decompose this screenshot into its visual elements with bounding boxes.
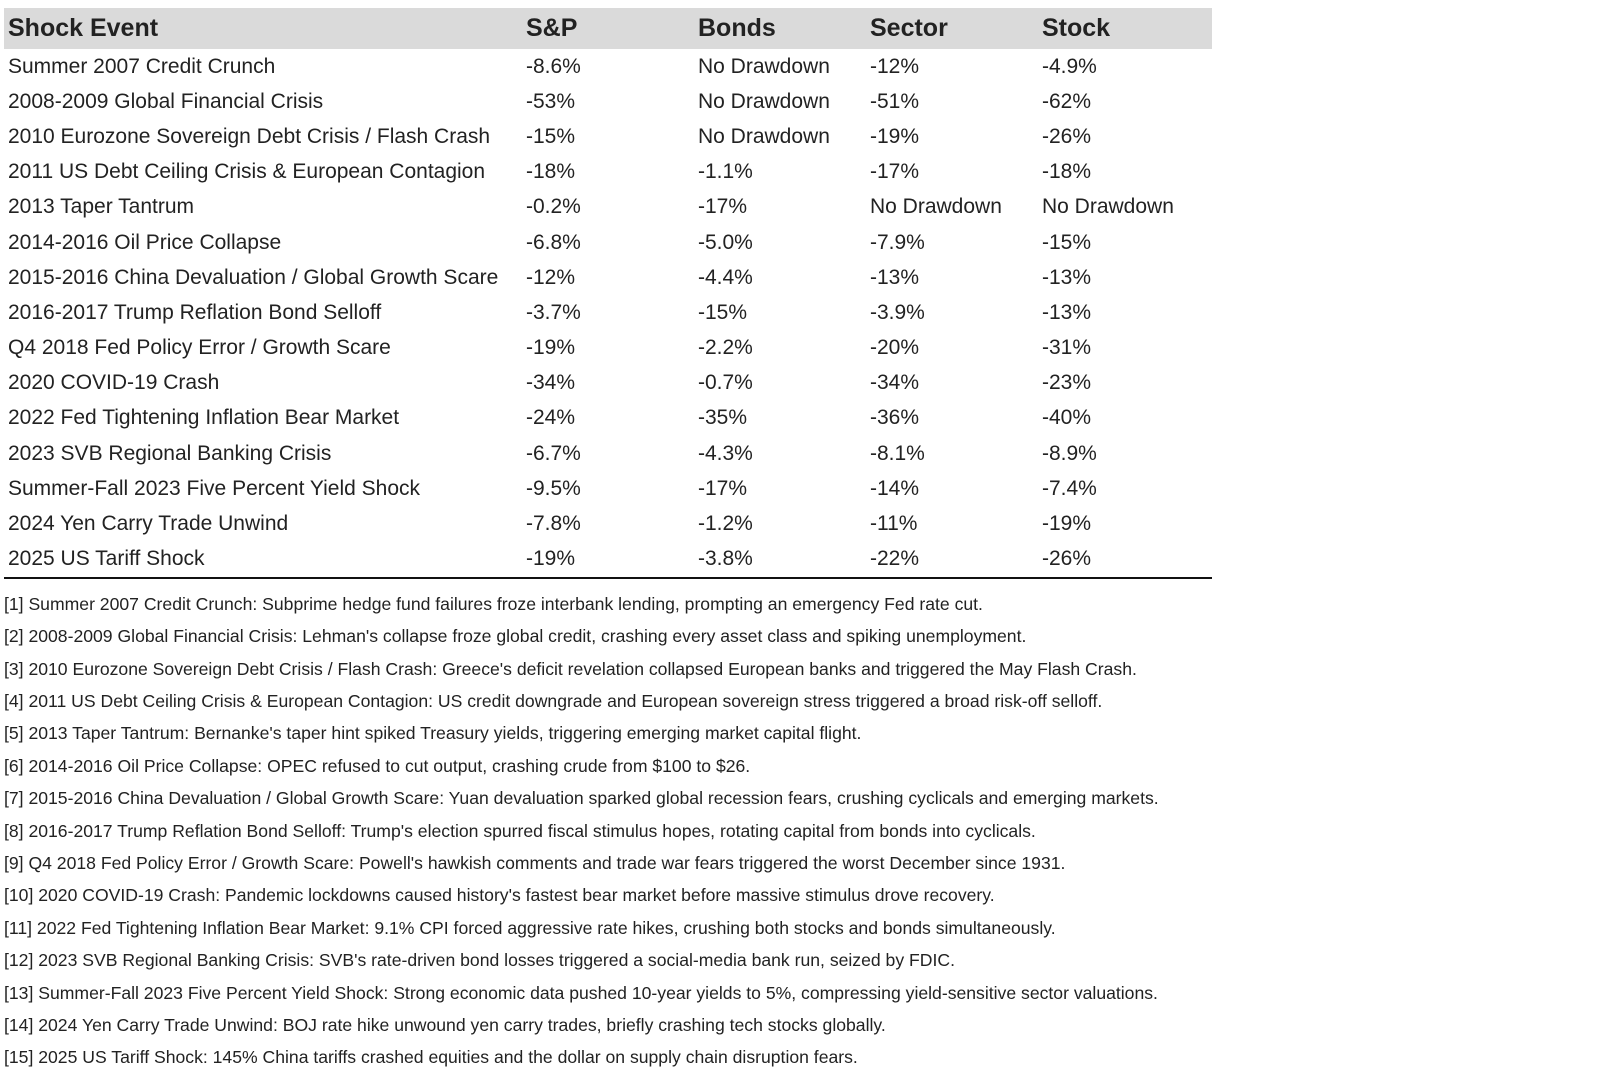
cell-sp: -6.8% [526,230,581,254]
table-body [4,49,1212,578]
cell-sp: -18% [526,160,576,184]
footnote: [15] 2025 US Tariff Shock: 145% China tariffs crashed equities and the dollar on supply chain disruption fears. [4,1047,858,1068]
cell-shock-event: Summer-Fall 2023 Five Percent Yield Shock [8,476,421,500]
cell-stock: -26% [1042,124,1092,148]
table-row [4,331,1212,366]
header-row [4,8,1212,49]
cell-bonds: -1.2% [698,512,753,536]
cell-sp: -12% [526,265,576,289]
cell-bonds: -5.0% [698,230,753,254]
footnote: [13] Summer-Fall 2023 Five Percent Yield Shock: Strong economic data pushed 10-year yields to 5%, compressing yield-sensitive sector valuations. [4,982,1158,1003]
header-shock-event: Shock Event [8,14,159,42]
header-bonds: Bonds [698,14,776,42]
cell-bonds: No Drawdown [698,124,830,148]
cell-stock: -13% [1042,265,1092,289]
table-row [4,155,1212,190]
cell-shock-event: 2022 Fed Tightening Inflation Bear Market [8,406,400,430]
footnote: [6] 2014-2016 Oil Price Collapse: OPEC refused to cut output, crashing crude from $100 to $26. [4,755,751,776]
cell-sector: -7.9% [870,230,925,254]
cell-sector: -36% [870,406,920,430]
cell-shock-event: 2016-2017 Trump Reflation Bond Selloff [8,300,382,324]
table-row [4,190,1212,225]
footnote: [1] Summer 2007 Credit Crunch: Subprime hedge fund failures froze interbank lending, prompting an emergency Fed rate cut. [4,593,983,614]
cell-sp: -9.5% [526,476,581,500]
header-stock: Stock [1042,14,1111,42]
cell-stock: -13% [1042,300,1092,324]
cell-shock-event: 2025 US Tariff Shock [4,542,522,578]
cell-stock: -19% [1042,512,1092,536]
cell-stock: -23% [1042,371,1092,395]
cell-sector: -20% [870,336,920,360]
cell-sp: -24% [526,406,576,430]
table-row [4,471,1212,506]
cell-sp: -3.7% [526,300,581,324]
cell-sector: -22% [866,542,1038,578]
cell-shock-event: 2013 Taper Tantrum [8,195,195,219]
cell-sp: -8.6% [526,54,581,78]
cell-shock-event: Q4 2018 Fed Policy Error / Growth Scare [8,336,391,360]
cell-shock-event: 2015-2016 China Devaluation / Global Growth Scare [8,265,499,289]
cell-sp: -6.7% [526,441,581,465]
footnote: [9] Q4 2018 Fed Policy Error / Growth Scare: Powell's hawkish comments and trade war fears triggered the worst December since 1931. [4,852,1066,873]
table-row [4,49,1212,84]
cell-bonds: -0.7% [698,371,753,395]
cell-sector: -11% [870,512,918,536]
cell-shock-event: 2008-2009 Global Financial Crisis [8,89,324,113]
header-sector: Sector [870,14,948,42]
cell-sector: -14% [870,476,920,500]
footnote: [4] 2011 US Debt Ceiling Crisis & European Contagion: US credit downgrade and European sovereign stress triggered a broad risk-off selloff. [4,690,1103,711]
footnote: [8] 2016-2017 Trump Reflation Bond Selloff: Trump's election spurred fiscal stimulus hopes, rotating capital from bonds into cyclicals. [4,820,1036,841]
table-row [4,436,1212,471]
cell-sp: -19% [522,542,694,578]
cell-sector: -13% [870,265,920,289]
cell-shock-event: Summer 2007 Credit Crunch [8,54,276,78]
cell-bonds: -1.1% [698,160,753,184]
cell-stock: -31% [1042,336,1092,360]
cell-shock-event: 2023 SVB Regional Banking Crisis [8,441,332,465]
footnotes [4,593,1214,1079]
cell-bonds: No Drawdown [698,54,830,78]
cell-stock: No Drawdown [1042,195,1174,219]
footnote: [10] 2020 COVID-19 Crash: Pandemic lockdowns caused history's fastest bear market before massive stimulus drove recovery. [4,885,995,906]
table-row [4,295,1212,330]
table-row [4,225,1212,260]
cell-stock: -40% [1042,406,1092,430]
shock-table-container [4,8,1214,1079]
cell-bonds: -17% [698,195,748,219]
cell-stock: -62% [1042,89,1092,113]
table-row [4,260,1212,295]
cell-sp: -19% [526,336,576,360]
cell-sector: -17% [870,160,920,184]
footnote: [7] 2015-2016 China Devaluation / Global Growth Scare: Yuan devaluation sparked global recession fears, crushing cyclicals and emerging markets. [4,788,1159,809]
shock-event-table [4,8,1212,579]
table-row [4,119,1212,154]
cell-bonds: -17% [698,476,748,500]
cell-sp: -7.8% [526,512,581,536]
cell-bonds: -2.2% [698,336,753,360]
cell-sp: -15% [526,124,576,148]
table-row [4,84,1212,119]
cell-sector: -51% [870,89,920,113]
cell-stock: -26% [1038,542,1212,578]
cell-sp: -0.2% [526,195,581,219]
footnote: [3] 2010 Eurozone Sovereign Debt Crisis / Flash Crash: Greece's deficit revelation collapsed European banks and triggered the May Flash Crash. [4,658,1137,679]
table-row [4,506,1212,541]
footnote: [2] 2008-2009 Global Financial Crisis: Lehman's collapse froze global credit, crashing every asset class and spiking unemployment. [4,626,1027,647]
cell-bonds: -4.4% [698,265,753,289]
cell-stock: -8.9% [1042,441,1097,465]
cell-sector: -19% [870,124,920,148]
cell-bonds: No Drawdown [698,89,830,113]
cell-shock-event: 2010 Eurozone Sovereign Debt Crisis / Flash Crash [8,124,491,148]
cell-stock: -15% [1042,230,1092,254]
cell-bonds: -15% [698,300,748,324]
cell-shock-event: 2020 COVID-19 Crash [8,371,220,395]
cell-bonds: -3.8% [694,542,866,578]
cell-bonds: -35% [698,406,748,430]
table-row [4,366,1212,401]
table-header [4,8,1212,49]
cell-shock-event: 2024 Yen Carry Trade Unwind [8,512,289,536]
cell-sector: -3.9% [870,300,925,324]
cell-bonds: -4.3% [698,441,753,465]
footnote: [11] 2022 Fed Tightening Inflation Bear Market: 9.1% CPI forced aggressive rate hikes, crushing both stocks and bonds simultaneously. [4,917,1056,938]
cell-sector: -8.1% [870,441,925,465]
cell-sector: No Drawdown [870,195,1002,219]
table-row [4,542,1212,578]
header-sp: S&P [526,14,578,42]
cell-stock: -18% [1042,160,1092,184]
cell-shock-event: 2014-2016 Oil Price Collapse [8,230,282,254]
footnote: [12] 2023 SVB Regional Banking Crisis: SVB's rate-driven bond losses triggered a social-media bank run, seized by FDIC. [4,950,955,971]
table-row [4,401,1212,436]
cell-sp: -34% [526,371,576,395]
cell-stock: -4.9% [1042,54,1097,78]
cell-sp: -53% [526,89,576,113]
footnote: [14] 2024 Yen Carry Trade Unwind: BOJ rate hike unwound yen carry trades, briefly crashing tech stocks globally. [4,1014,886,1035]
cell-stock: -7.4% [1042,476,1097,500]
cell-shock-event: 2011 US Debt Ceiling Crisis & European Contagion [8,160,486,184]
cell-sector: -12% [870,54,920,78]
cell-sector: -34% [870,371,920,395]
footnote: [5] 2013 Taper Tantrum: Bernanke's taper hint spiked Treasury yields, triggering emerging market capital flight. [4,723,862,744]
